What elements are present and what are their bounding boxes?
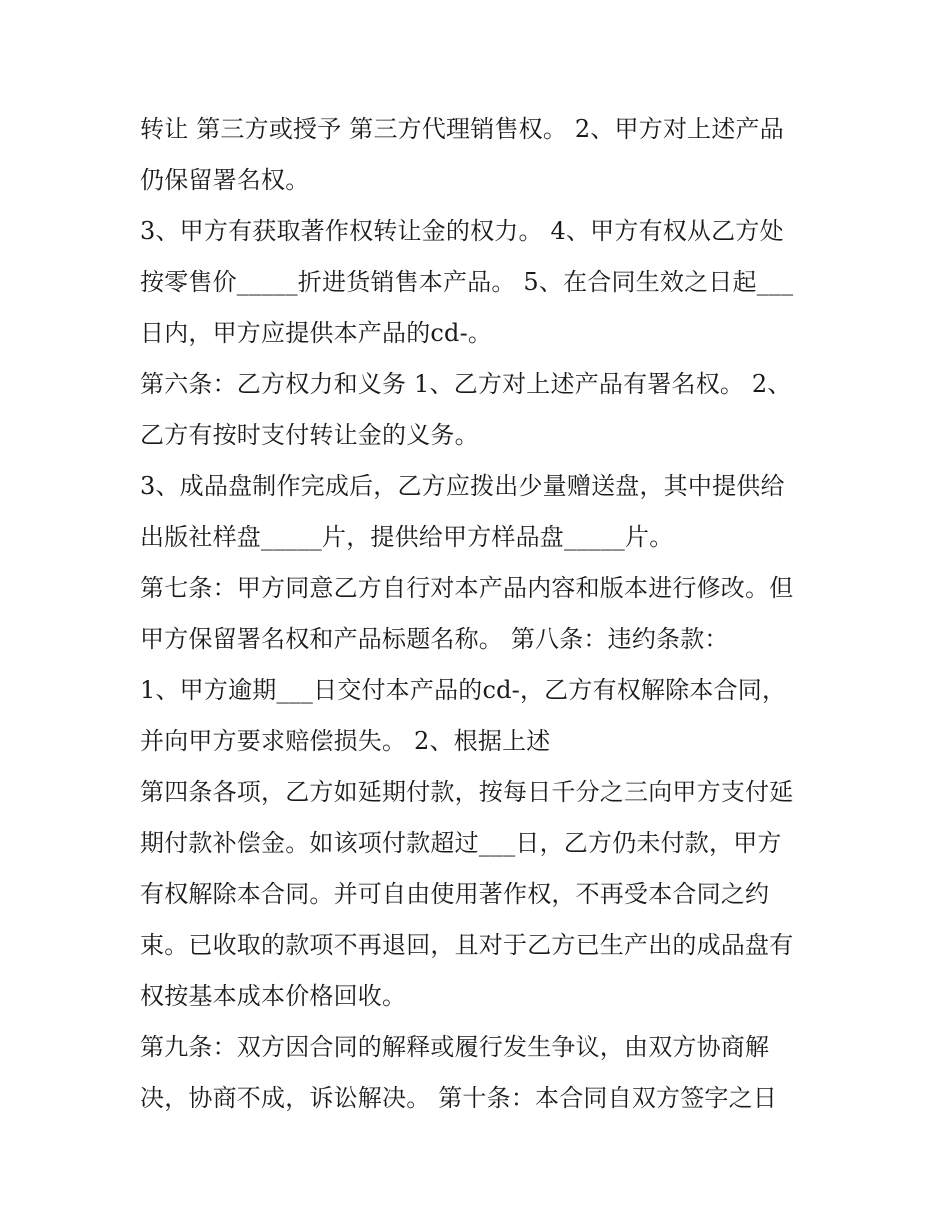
text-line: 仍保留署名权。 [140,166,310,194]
text-line: 出版社样盘_____片，提供给甲方样品盘_____片。 [140,523,674,551]
text-line: 第九条：双方因合同的解释或履行发生争议，由双方协商解 [140,1033,770,1061]
text-line: 第四条各项，乙方如延期付款，按每日千分之三向甲方支付延 [140,778,794,806]
text-line: 期付款补偿金。如该项付款超过___日，乙方仍未付款，甲方 [140,829,782,857]
text-line: 乙方有按时支付转让金的义务。 [140,421,479,449]
text-line: 甲方保留署名权和产品标题名称。 第八条：违约条款： [140,625,729,653]
text-line: 权按基本成本价格回收。 [140,982,407,1010]
text-line: 并向甲方要求赔偿损失。 2、根据上述 [140,727,551,755]
text-line: 1、甲方逾期___日交付本产品的cd-，乙方有权解除本合同， [140,676,787,704]
text-line: 日内，甲方应提供本产品的cd-。 [140,319,493,347]
text-line: 3、甲方有获取著作权转让金的权力。 4、甲方有权从乙方处 [140,217,784,245]
text-line: 第六条：乙方权力和义务 1、乙方对上述产品有署名权。 2、 [140,370,792,398]
text-line: 按零售价_____折进货销售本产品。 5、在合同生效之日起___ [140,268,794,296]
contract-text-body [140,104,820,1124]
text-line: 第七条：甲方同意乙方自行对本产品内容和版本进行修改。但 [140,574,794,602]
text-line: 3、成品盘制作完成后，乙方应拨出少量赠送盘，其中提供给 [140,472,785,500]
text-line: 束。已收取的款项不再退回，且对于乙方已生产出的成品盘有 [140,931,794,959]
text-line: 转让 第三方或授予 第三方代理销售权。 2、甲方对上述产品 [140,115,784,143]
text-line: 决，协商不成，诉讼解决。 第十条：本合同自双方签字之日 [140,1084,778,1112]
text-line: 有权解除本合同。并可自由使用著作权，不再受本合同之约 [140,880,770,908]
